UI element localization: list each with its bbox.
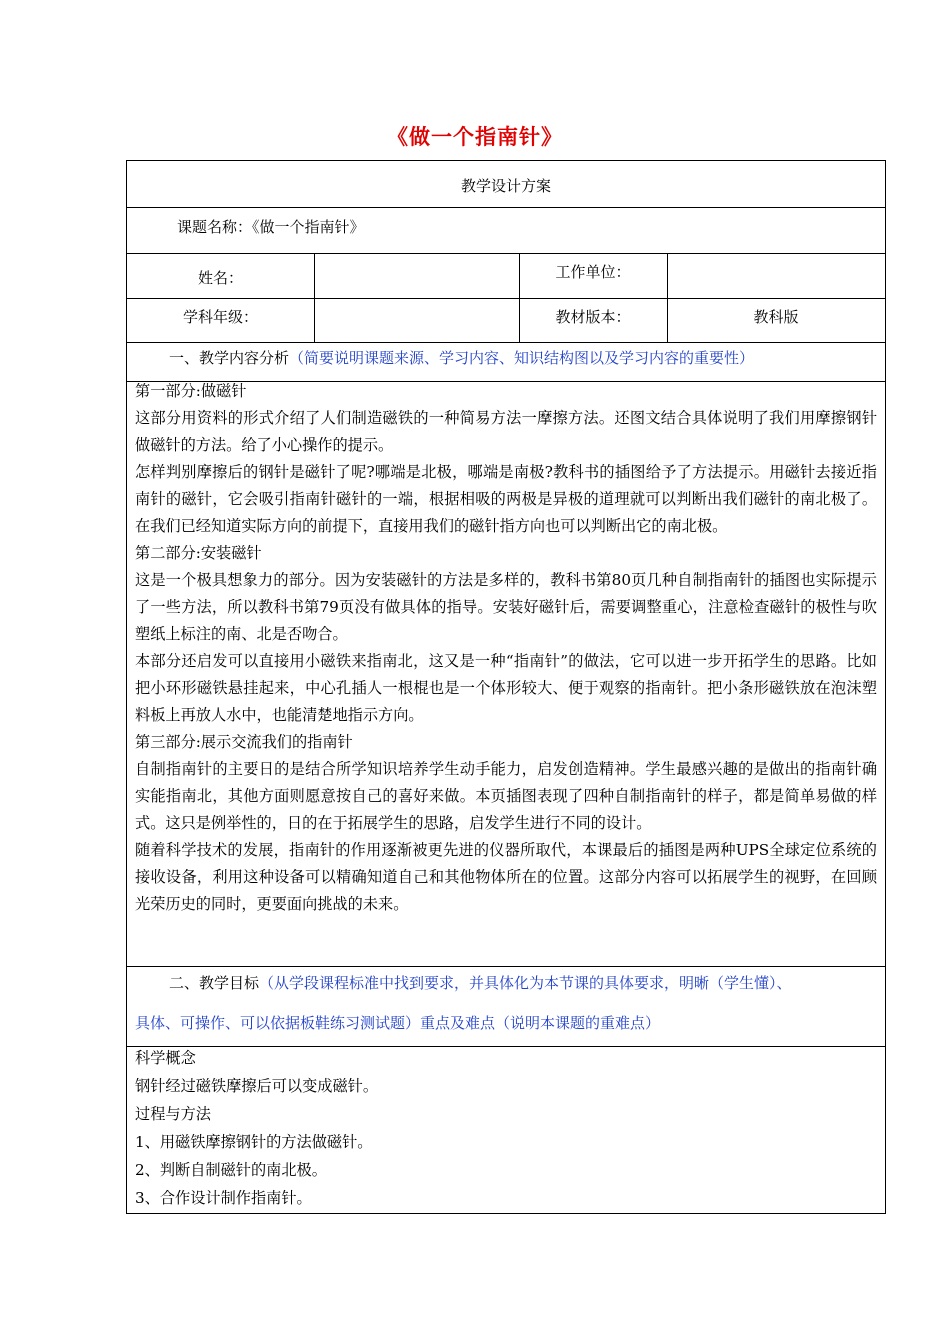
column-divider xyxy=(667,253,668,342)
section1-note: （简要说明课题来源、学习内容、知识结构图以及学习内容的重要性） xyxy=(289,349,755,367)
row-divider xyxy=(127,966,885,967)
paragraph: 第二部分:安装磁针 xyxy=(135,544,262,562)
textbook-version-label: 教材版本： xyxy=(555,308,631,326)
textbook-version-value: 教科版 xyxy=(753,308,799,326)
section1-heading xyxy=(169,347,754,368)
paragraph: 3、合作设计制作指南针。 xyxy=(135,1189,312,1207)
section2-body xyxy=(135,1044,877,1212)
paragraph: 随着科学技术的发展，指南针的作用逐渐被更先进的仪器所取代，本课最后的插图是两种UPS全球定位系统的接收设备，利用这种设备可以精确知道自己和其他物体所在的位置。这部分内容可以拓展学生的视野，在回顾光荣历史的同时，更要面向挑战的未来。 xyxy=(135,841,877,913)
paragraph: 钢针经过磁铁摩擦后可以变成磁针。 xyxy=(135,1077,378,1095)
document-title: 《做一个指南针》 xyxy=(387,125,563,149)
section1-body xyxy=(135,378,877,918)
paragraph: 科学概念 xyxy=(135,1049,196,1067)
topic-label: 课题名称：《做一个指南针》 xyxy=(177,218,365,236)
table-heading: 教学设计方案 xyxy=(460,177,551,195)
paragraph: 第三部分:展示交流我们的指南针 xyxy=(135,733,353,751)
section1-title: 一、教学内容分析 xyxy=(169,349,290,367)
paragraph: 第一部分:做磁针 xyxy=(135,382,247,400)
section2-note-line1: （从学段课程标准中找到要求，并具体化为本节课的具体要求，明晰（学生懂）、 xyxy=(259,974,792,992)
section2-heading xyxy=(169,972,792,993)
paragraph: 1、用磁铁摩擦钢针的方法做磁针。 xyxy=(135,1133,373,1151)
paragraph: 过程与方法 xyxy=(135,1105,211,1123)
column-divider xyxy=(314,253,315,342)
row-divider xyxy=(127,207,885,208)
row-divider xyxy=(127,342,885,343)
paragraph: 怎样判别摩擦后的钢针是磁针了呢?哪端是北极，哪端是南极?教科书的插图给予了方法提示。用磁针去接近指南针的磁针，它会吸引指南针磁针的一端，根据相吸的两极是异极的道理就可以判断出我们磁针的南北极了。在我们已经知道实际方向的前提下，直接用我们的磁针指方向也可以判断出它的南北极。 xyxy=(135,463,877,535)
section2-note-line2: 具体、可操作、可以依据板鞋练习测试题） xyxy=(135,1014,421,1032)
section2-key-points: 重点及难点 xyxy=(420,1014,496,1032)
paragraph: 自制指南针的主要日的是结合所学知识培养学生动手能力，启发创造精神。学生最感兴趣的是做出的指南针确实能指南北，其他方面则愿意按自己的喜好来做。本页插图表现了四种自制指南针的样子，都是简单易做的样式。这只是例举性的，日的在于拓展学生的思路，启发学生进行不同的设计。 xyxy=(135,760,877,832)
name-label: 姓名： xyxy=(197,269,243,287)
paragraph: 2、判断自制磁针的南北极。 xyxy=(135,1161,327,1179)
section2-heading-cont xyxy=(135,1012,660,1033)
paragraph: 本部分还启发可以直接用小磁铁来指南北，这又是一种“指南针”的做法，它可以进一步开拓学生的思路。比如把小环形磁铁悬挂起来，中心孔插人一根棍也是一个体形较大、便于观察的指南针。把小条形磁铁放在泡沫塑料板上再放人水中，也能清楚地指示方向。 xyxy=(135,652,877,724)
section2-title: 二、教学目标 xyxy=(169,974,260,992)
section2-note-tail: （说明本课题的重难点） xyxy=(495,1014,661,1032)
paragraph: 这部分用资料的形式介绍了人们制造磁铁的一种简易方法一摩擦方法。还图文结合具体说明了我们用摩擦钢针做磁针的方法。给了小心操作的提示。 xyxy=(135,409,877,454)
lesson-plan-table xyxy=(126,160,886,1214)
subject-grade-label: 学科年级： xyxy=(182,308,258,326)
row-divider xyxy=(127,253,885,254)
row-divider xyxy=(127,298,885,299)
paragraph: 这是一个极具想象力的部分。因为安装磁针的方法是多样的，教科书第80页几种自制指南针的插图也实际提示了一些方法，所以教科书第79页没有做具体的指导。安装好磁针后，需要调整重心，注意检查磁针的极性与吹塑纸上标注的南、北是否吻合。 xyxy=(135,571,877,643)
work-unit-label: 工作单位： xyxy=(555,263,631,281)
